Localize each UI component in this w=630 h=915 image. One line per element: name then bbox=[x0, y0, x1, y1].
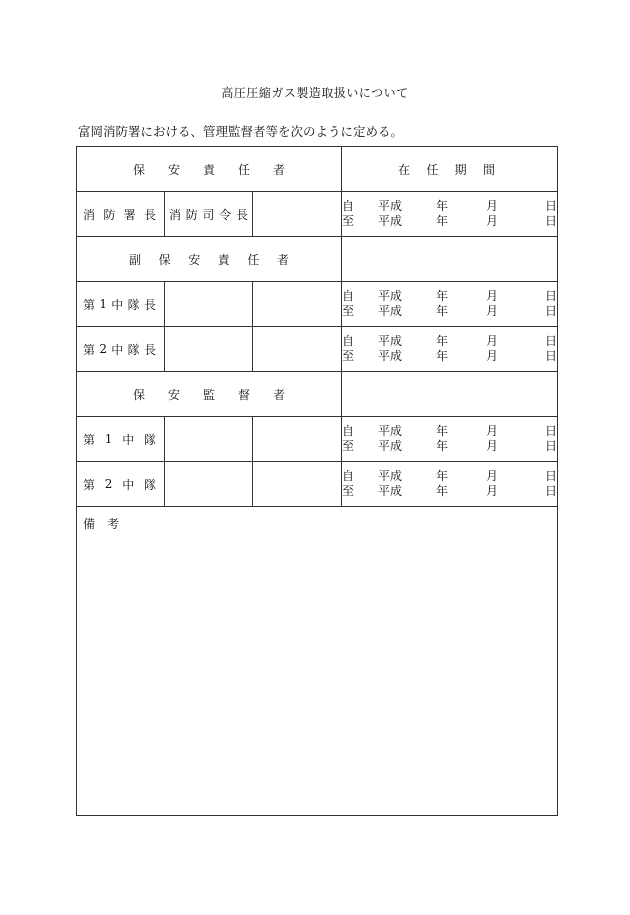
date-from-line bbox=[342, 424, 557, 439]
date-day: 日 bbox=[545, 439, 558, 453]
date-month: 月 bbox=[486, 424, 499, 438]
label-text bbox=[77, 161, 341, 178]
supervisor-name-cell[interactable] bbox=[165, 462, 253, 507]
header-tenure-period bbox=[342, 147, 558, 192]
label-text bbox=[77, 251, 341, 268]
chief-role-label bbox=[77, 192, 165, 237]
label-char: 保 bbox=[158, 252, 171, 267]
label-char: 令 bbox=[219, 207, 232, 222]
label-char: 1 bbox=[99, 297, 107, 311]
date-day: 日 bbox=[545, 304, 558, 318]
label-text bbox=[165, 206, 252, 223]
label-char: 司 bbox=[202, 207, 215, 222]
label-char: 署 bbox=[123, 207, 136, 222]
date-to: 至 bbox=[342, 484, 355, 498]
date-to-line bbox=[342, 484, 557, 499]
date-day: 日 bbox=[545, 289, 558, 303]
date-era: 平成 bbox=[378, 439, 403, 453]
label-char: 第 bbox=[83, 477, 96, 492]
label-char: 中 bbox=[111, 297, 124, 312]
label-char: 備 bbox=[83, 517, 96, 531]
date-day: 日 bbox=[545, 424, 558, 438]
date-day: 日 bbox=[545, 484, 558, 498]
deputy-name-cell[interactable] bbox=[165, 327, 253, 372]
date-month: 月 bbox=[486, 349, 499, 363]
label-char: 1 bbox=[104, 432, 113, 446]
label-char: 任 bbox=[247, 252, 260, 267]
deputy-name-cell[interactable] bbox=[165, 282, 253, 327]
date-year: 年 bbox=[436, 304, 449, 318]
document-title: 高圧圧縮ガス製造取扱いについて bbox=[221, 86, 409, 100]
supervisor-header-blank bbox=[342, 372, 558, 417]
date-year: 年 bbox=[436, 289, 449, 303]
label-char: 督 bbox=[238, 387, 251, 402]
label-char: 期 bbox=[454, 162, 467, 177]
label-char: 2 bbox=[99, 342, 107, 356]
label-text bbox=[77, 206, 164, 223]
supervisor-row bbox=[77, 462, 558, 507]
date-era: 平成 bbox=[378, 289, 403, 303]
deputy-header-row bbox=[77, 237, 558, 282]
label-char: 長 bbox=[143, 342, 156, 357]
date-month: 月 bbox=[486, 289, 499, 303]
label-char: 長 bbox=[235, 207, 248, 222]
label-char: 安 bbox=[188, 252, 201, 267]
date-year: 年 bbox=[436, 214, 449, 228]
label-char: 者 bbox=[276, 252, 289, 267]
label-char: 任 bbox=[238, 162, 251, 177]
date-day: 日 bbox=[545, 469, 558, 483]
deputy-tenure-dates bbox=[342, 327, 558, 372]
assignment-table bbox=[76, 146, 558, 816]
label-text bbox=[342, 161, 557, 178]
supervisor-row bbox=[77, 417, 558, 462]
supervisor-name-cell[interactable] bbox=[165, 417, 253, 462]
date-from-line bbox=[342, 334, 557, 349]
date-to-line bbox=[342, 349, 557, 364]
label-char: 責 bbox=[217, 252, 230, 267]
date-from-line bbox=[342, 289, 557, 304]
date-day: 日 bbox=[545, 334, 558, 348]
label-text bbox=[77, 341, 164, 358]
date-from-line bbox=[342, 199, 557, 214]
date-to: 至 bbox=[342, 304, 355, 318]
remarks-label bbox=[77, 507, 119, 532]
date-era: 平成 bbox=[378, 334, 403, 348]
date-to: 至 bbox=[342, 439, 355, 453]
label-char: 防 bbox=[103, 207, 116, 222]
supervisor-header-row bbox=[77, 372, 558, 417]
label-char: 隊 bbox=[143, 477, 156, 492]
label-char: 防 bbox=[185, 207, 198, 222]
label-char: 者 bbox=[273, 162, 286, 177]
header-row bbox=[77, 147, 558, 192]
label-char: 第 bbox=[83, 342, 96, 357]
date-era: 平成 bbox=[378, 304, 403, 318]
date-month: 月 bbox=[486, 199, 499, 213]
label-char: 間 bbox=[483, 162, 496, 177]
label-char: 中 bbox=[122, 477, 135, 492]
date-from: 自 bbox=[342, 199, 355, 213]
deputy-row bbox=[77, 282, 558, 327]
chief-row bbox=[77, 192, 558, 237]
label-char: 安 bbox=[168, 162, 181, 177]
label-char: 者 bbox=[273, 387, 286, 402]
label-char: 安 bbox=[168, 387, 181, 402]
header-security-manager bbox=[77, 147, 342, 192]
label-char: 監 bbox=[203, 387, 216, 402]
supervisor-label bbox=[77, 417, 165, 462]
chief-sub-role-label bbox=[165, 192, 253, 237]
date-era: 平成 bbox=[378, 424, 403, 438]
label-char: 長 bbox=[143, 207, 156, 222]
label-text bbox=[77, 296, 164, 313]
label-char: 消 bbox=[169, 207, 182, 222]
label-char: 任 bbox=[426, 162, 439, 177]
date-to: 至 bbox=[342, 349, 355, 363]
supervisor-tenure-dates bbox=[342, 462, 558, 507]
supervisor-tenure-dates bbox=[342, 417, 558, 462]
label-char: 第 bbox=[83, 297, 96, 312]
deputy-label bbox=[77, 282, 165, 327]
date-era: 平成 bbox=[378, 199, 403, 213]
label-char: 第 bbox=[83, 432, 96, 447]
deputy-label bbox=[77, 327, 165, 372]
date-from: 自 bbox=[342, 289, 355, 303]
intro-text: 富岡消防署における、管理監督者等を次のように定める。 bbox=[78, 124, 404, 139]
date-year: 年 bbox=[436, 349, 449, 363]
date-era: 平成 bbox=[378, 214, 403, 228]
supervisor-header bbox=[77, 372, 342, 417]
date-from: 自 bbox=[342, 334, 355, 348]
date-month: 月 bbox=[486, 469, 499, 483]
date-month: 月 bbox=[486, 334, 499, 348]
label-char: 責 bbox=[203, 162, 216, 177]
date-from: 自 bbox=[342, 469, 355, 483]
date-year: 年 bbox=[436, 199, 449, 213]
supervisor-extra-cell[interactable] bbox=[253, 462, 342, 507]
date-to: 至 bbox=[342, 214, 355, 228]
deputy-header bbox=[77, 237, 342, 282]
label-char: 隊 bbox=[127, 342, 140, 357]
date-era: 平成 bbox=[378, 349, 403, 363]
label-char: 副 bbox=[129, 252, 142, 267]
chief-name-cell[interactable] bbox=[253, 192, 342, 237]
date-era: 平成 bbox=[378, 484, 403, 498]
label-char: 保 bbox=[133, 162, 146, 177]
label-char: 隊 bbox=[127, 297, 140, 312]
date-year: 年 bbox=[436, 469, 449, 483]
label-char: 在 bbox=[398, 162, 411, 177]
date-era: 平成 bbox=[378, 469, 403, 483]
label-char: 長 bbox=[143, 297, 156, 312]
label-text bbox=[77, 476, 164, 493]
date-from: 自 bbox=[342, 424, 355, 438]
date-month: 月 bbox=[486, 484, 499, 498]
deputy-header-blank bbox=[342, 237, 558, 282]
deputy-tenure-dates bbox=[342, 282, 558, 327]
deputy-extra-cell[interactable] bbox=[253, 327, 342, 372]
label-char: 隊 bbox=[143, 432, 156, 447]
date-year: 年 bbox=[436, 424, 449, 438]
date-to-line bbox=[342, 304, 557, 319]
date-year: 年 bbox=[436, 484, 449, 498]
date-month: 月 bbox=[486, 214, 499, 228]
label-char: 中 bbox=[122, 432, 135, 447]
date-day: 日 bbox=[545, 349, 558, 363]
date-to-line bbox=[342, 439, 557, 454]
supervisor-label bbox=[77, 462, 165, 507]
label-char: 消 bbox=[83, 207, 96, 222]
deputy-extra-cell[interactable] bbox=[253, 282, 342, 327]
deputy-row bbox=[77, 327, 558, 372]
date-day: 日 bbox=[545, 214, 558, 228]
remarks-cell[interactable] bbox=[77, 507, 558, 816]
date-month: 月 bbox=[486, 304, 499, 318]
date-to-line bbox=[342, 214, 557, 229]
date-from-line bbox=[342, 469, 557, 484]
label-char: 考 bbox=[106, 517, 119, 531]
date-month: 月 bbox=[486, 439, 499, 453]
label-char: 2 bbox=[104, 477, 113, 491]
chief-tenure-dates bbox=[342, 192, 558, 237]
label-char: 保 bbox=[133, 387, 146, 402]
date-year: 年 bbox=[436, 439, 449, 453]
date-day: 日 bbox=[545, 199, 558, 213]
remarks-row bbox=[77, 507, 558, 816]
label-text bbox=[77, 386, 341, 403]
supervisor-extra-cell[interactable] bbox=[253, 417, 342, 462]
label-char: 中 bbox=[111, 342, 124, 357]
date-year: 年 bbox=[436, 334, 449, 348]
label-text bbox=[77, 431, 164, 448]
